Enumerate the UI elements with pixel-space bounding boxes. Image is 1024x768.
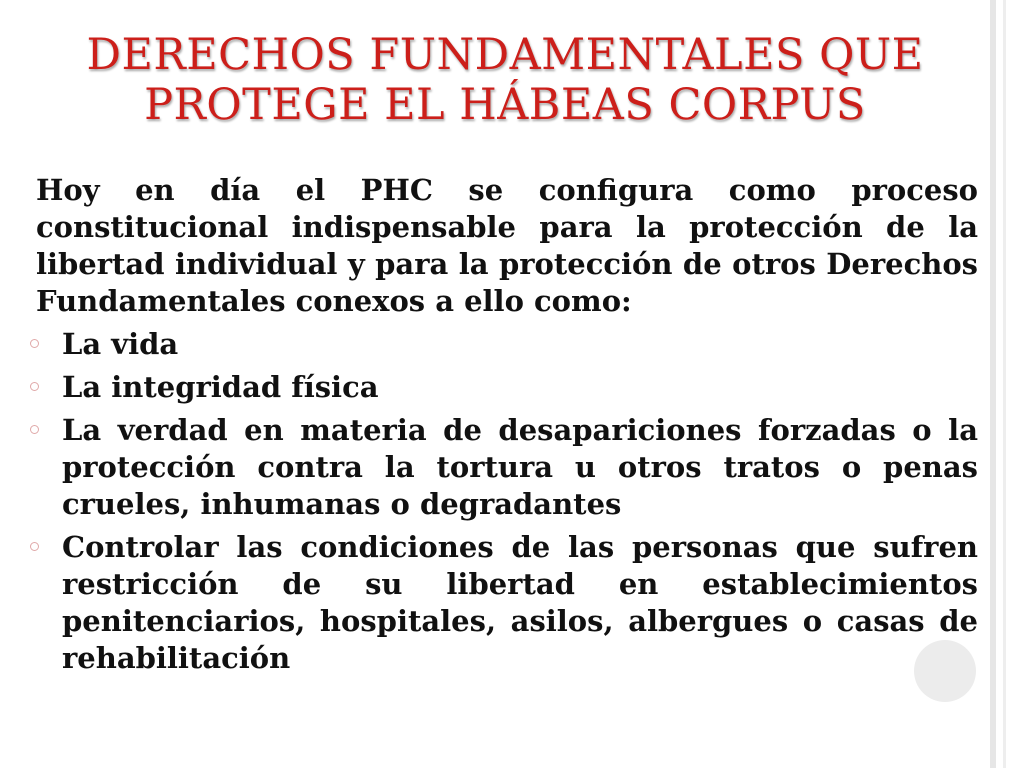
hollow-circle-icon [30, 339, 39, 348]
hollow-circle-icon [30, 542, 39, 551]
hollow-circle-icon [30, 382, 39, 391]
slide-title: DERECHOS FUNDAMENTALES QUE PROTEGE EL HÁBEAS CORPUS [86, 30, 924, 130]
decorative-right-rule-outer [1003, 0, 1006, 768]
bullet-text: Controlar las condiciones de las personas que sufren restricción de su libertad en establecimientos penitenciarios, hospitales, asilos, albergues o casas de rehabilitación [62, 530, 978, 675]
bullet-text: La vida [62, 327, 179, 361]
slide-body [36, 172, 978, 683]
decorative-right-rule [990, 0, 996, 768]
bullet-list [36, 326, 978, 677]
hollow-circle-icon [30, 425, 39, 434]
bullet-item-verdad [36, 412, 978, 523]
bullet-item-condiciones [36, 529, 978, 677]
bullet-text: La verdad en materia de desapariciones forzadas o la protección contra la tortura u otros tratos o penas crueles, inhumanas o degradantes [62, 413, 978, 521]
bullet-item-vida [36, 326, 978, 363]
intro-paragraph: Hoy en día el PHC se configura como proceso constitucional indispensable para la protección de la libertad individual y para la protección de otros Derechos Fundamentales conexos a ello como: [36, 173, 978, 318]
bullet-text: La integridad física [62, 370, 379, 404]
bullet-item-integridad [36, 369, 978, 406]
